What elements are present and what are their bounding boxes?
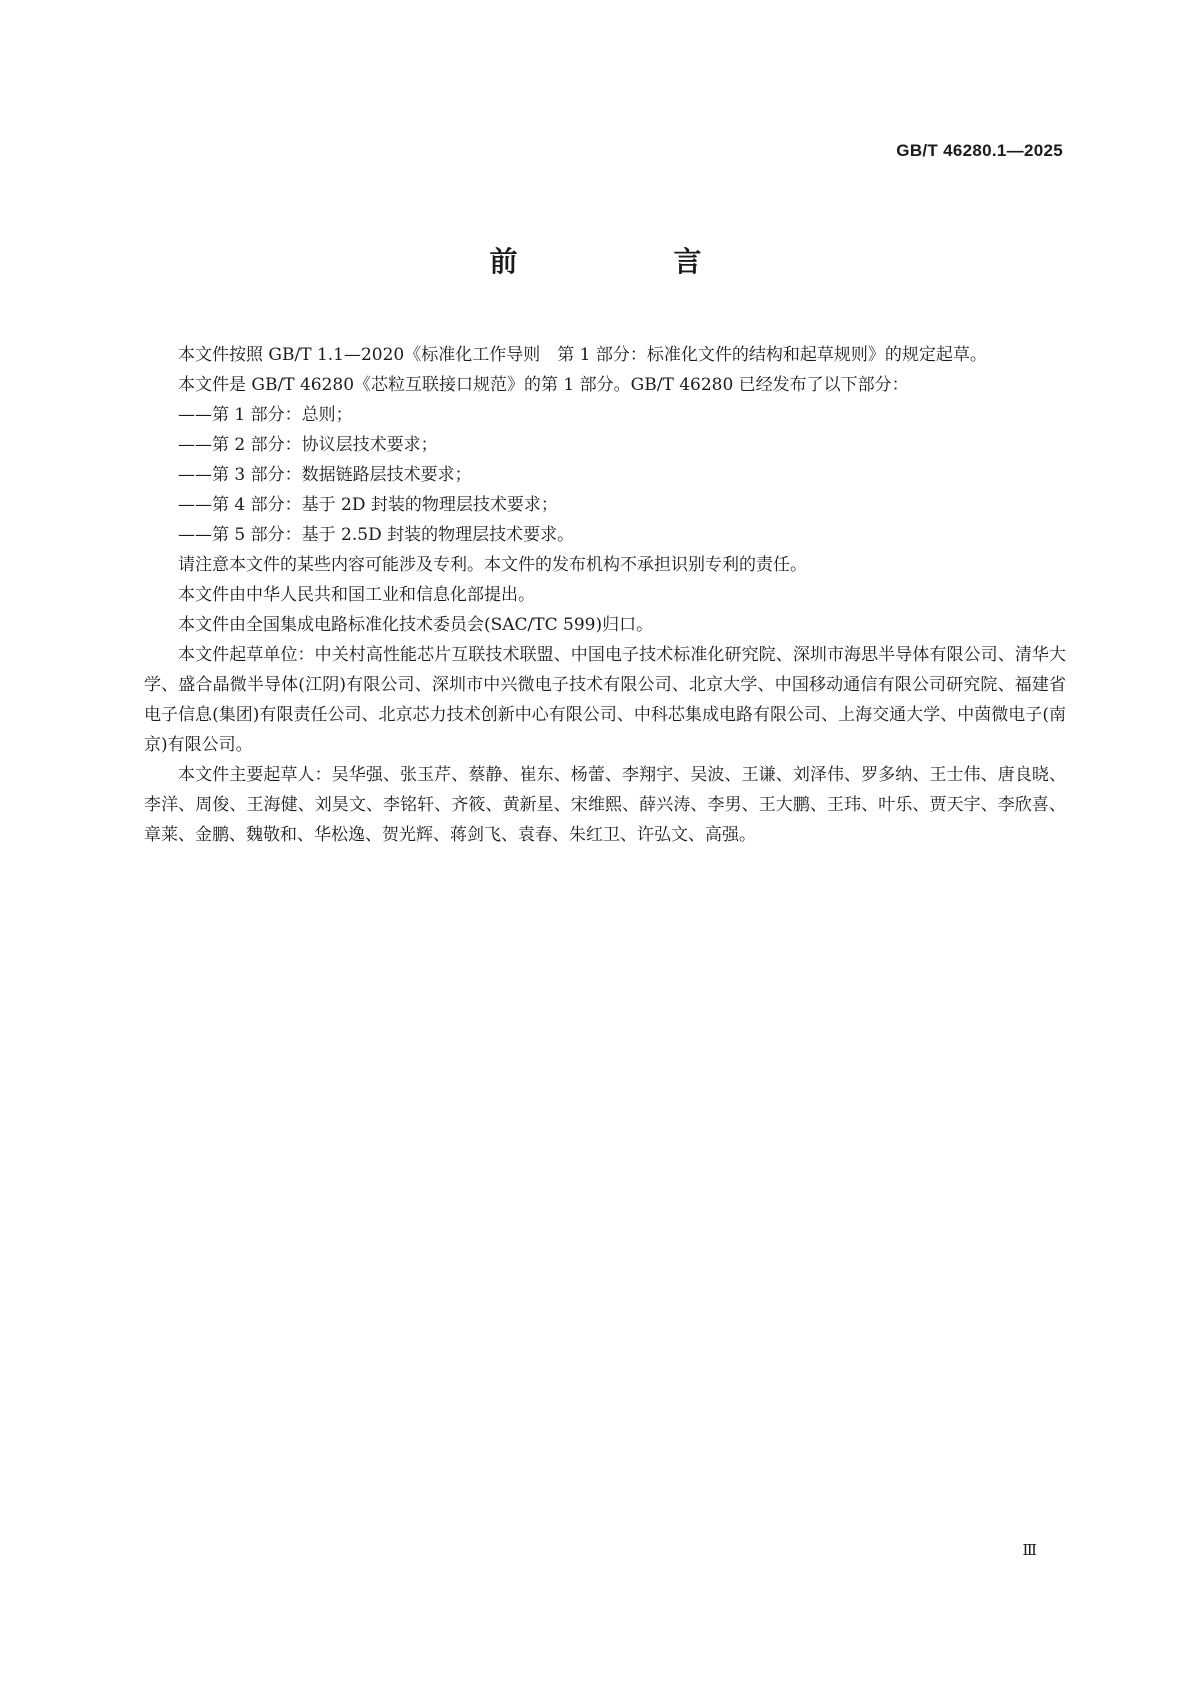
paragraph-series-intro: 本文件是 GB/T 46280《芯粒互联接口规范》的第 1 部分。GB/T 46280 已经发布了以下部分： xyxy=(178,375,909,395)
list-item-part-2: ——第 2 部分：协议层技术要求； xyxy=(178,435,438,455)
paragraph-drafting-rules: 本文件按照 GB/T 1.1—2020《标准化工作导则 第 1 部分：标准化文件的结构和起草规则》的规定起草。 xyxy=(178,345,987,365)
list-item-part-4: ——第 4 部分：基于 2D 封装的物理层技术要求； xyxy=(178,495,558,515)
list-item-part-3: ——第 3 部分：数据链路层技术要求； xyxy=(178,465,472,485)
standard-code: GB/T 46280.1—2025 xyxy=(896,141,1063,160)
paragraph-proposer: 本文件由中华人民共和国工业和信息化部提出。 xyxy=(178,585,535,605)
paragraph-drafters: 本文件主要起草人：吴华强、张玉芹、蔡静、崔东、杨蕾、李翔宇、吴波、王谦、刘泽伟、罗多纳、王士伟、唐良晓、李洋、周俊、王海健、刘昊文、李铭轩、齐筱、黄新星、宋维熙、薛兴涛、李男、王大鹏、王玮、叶乐、贾天宇、李欣喜、章莱、金鹏、魏敬和、华松逸、贺光辉、蒋剑飞、袁春、朱红卫、许弘文、高强。 xyxy=(144,765,1066,845)
page-number: Ⅲ xyxy=(1022,1541,1036,1559)
list-item-part-1: ——第 1 部分：总则； xyxy=(178,405,353,425)
foreword-body xyxy=(144,340,1066,850)
list-item-part-5: ——第 5 部分：基于 2.5D 封装的物理层技术要求。 xyxy=(178,525,575,545)
page-title: 前 言 xyxy=(489,245,766,278)
paragraph-committee: 本文件由全国集成电路标准化技术委员会(SAC/TC 599)归口。 xyxy=(178,615,654,635)
paragraph-drafting-units: 本文件起草单位：中关村高性能芯片互联技术联盟、中国电子技术标准化研究院、深圳市海思半导体有限公司、清华大学、盛合晶微半导体(江阴)有限公司、深圳市中兴微电子技术有限公司、北京大学、中国移动通信有限公司研究院、福建省电子信息(集团)有限责任公司、北京芯力技术创新中心有限公司、中科芯集成电路有限公司、上海交通大学、中茵微电子(南京)有限公司。 xyxy=(144,645,1066,755)
paragraph-patent-notice: 请注意本文件的某些内容可能涉及专利。本文件的发布机构不承担识别专利的责任。 xyxy=(178,555,807,575)
